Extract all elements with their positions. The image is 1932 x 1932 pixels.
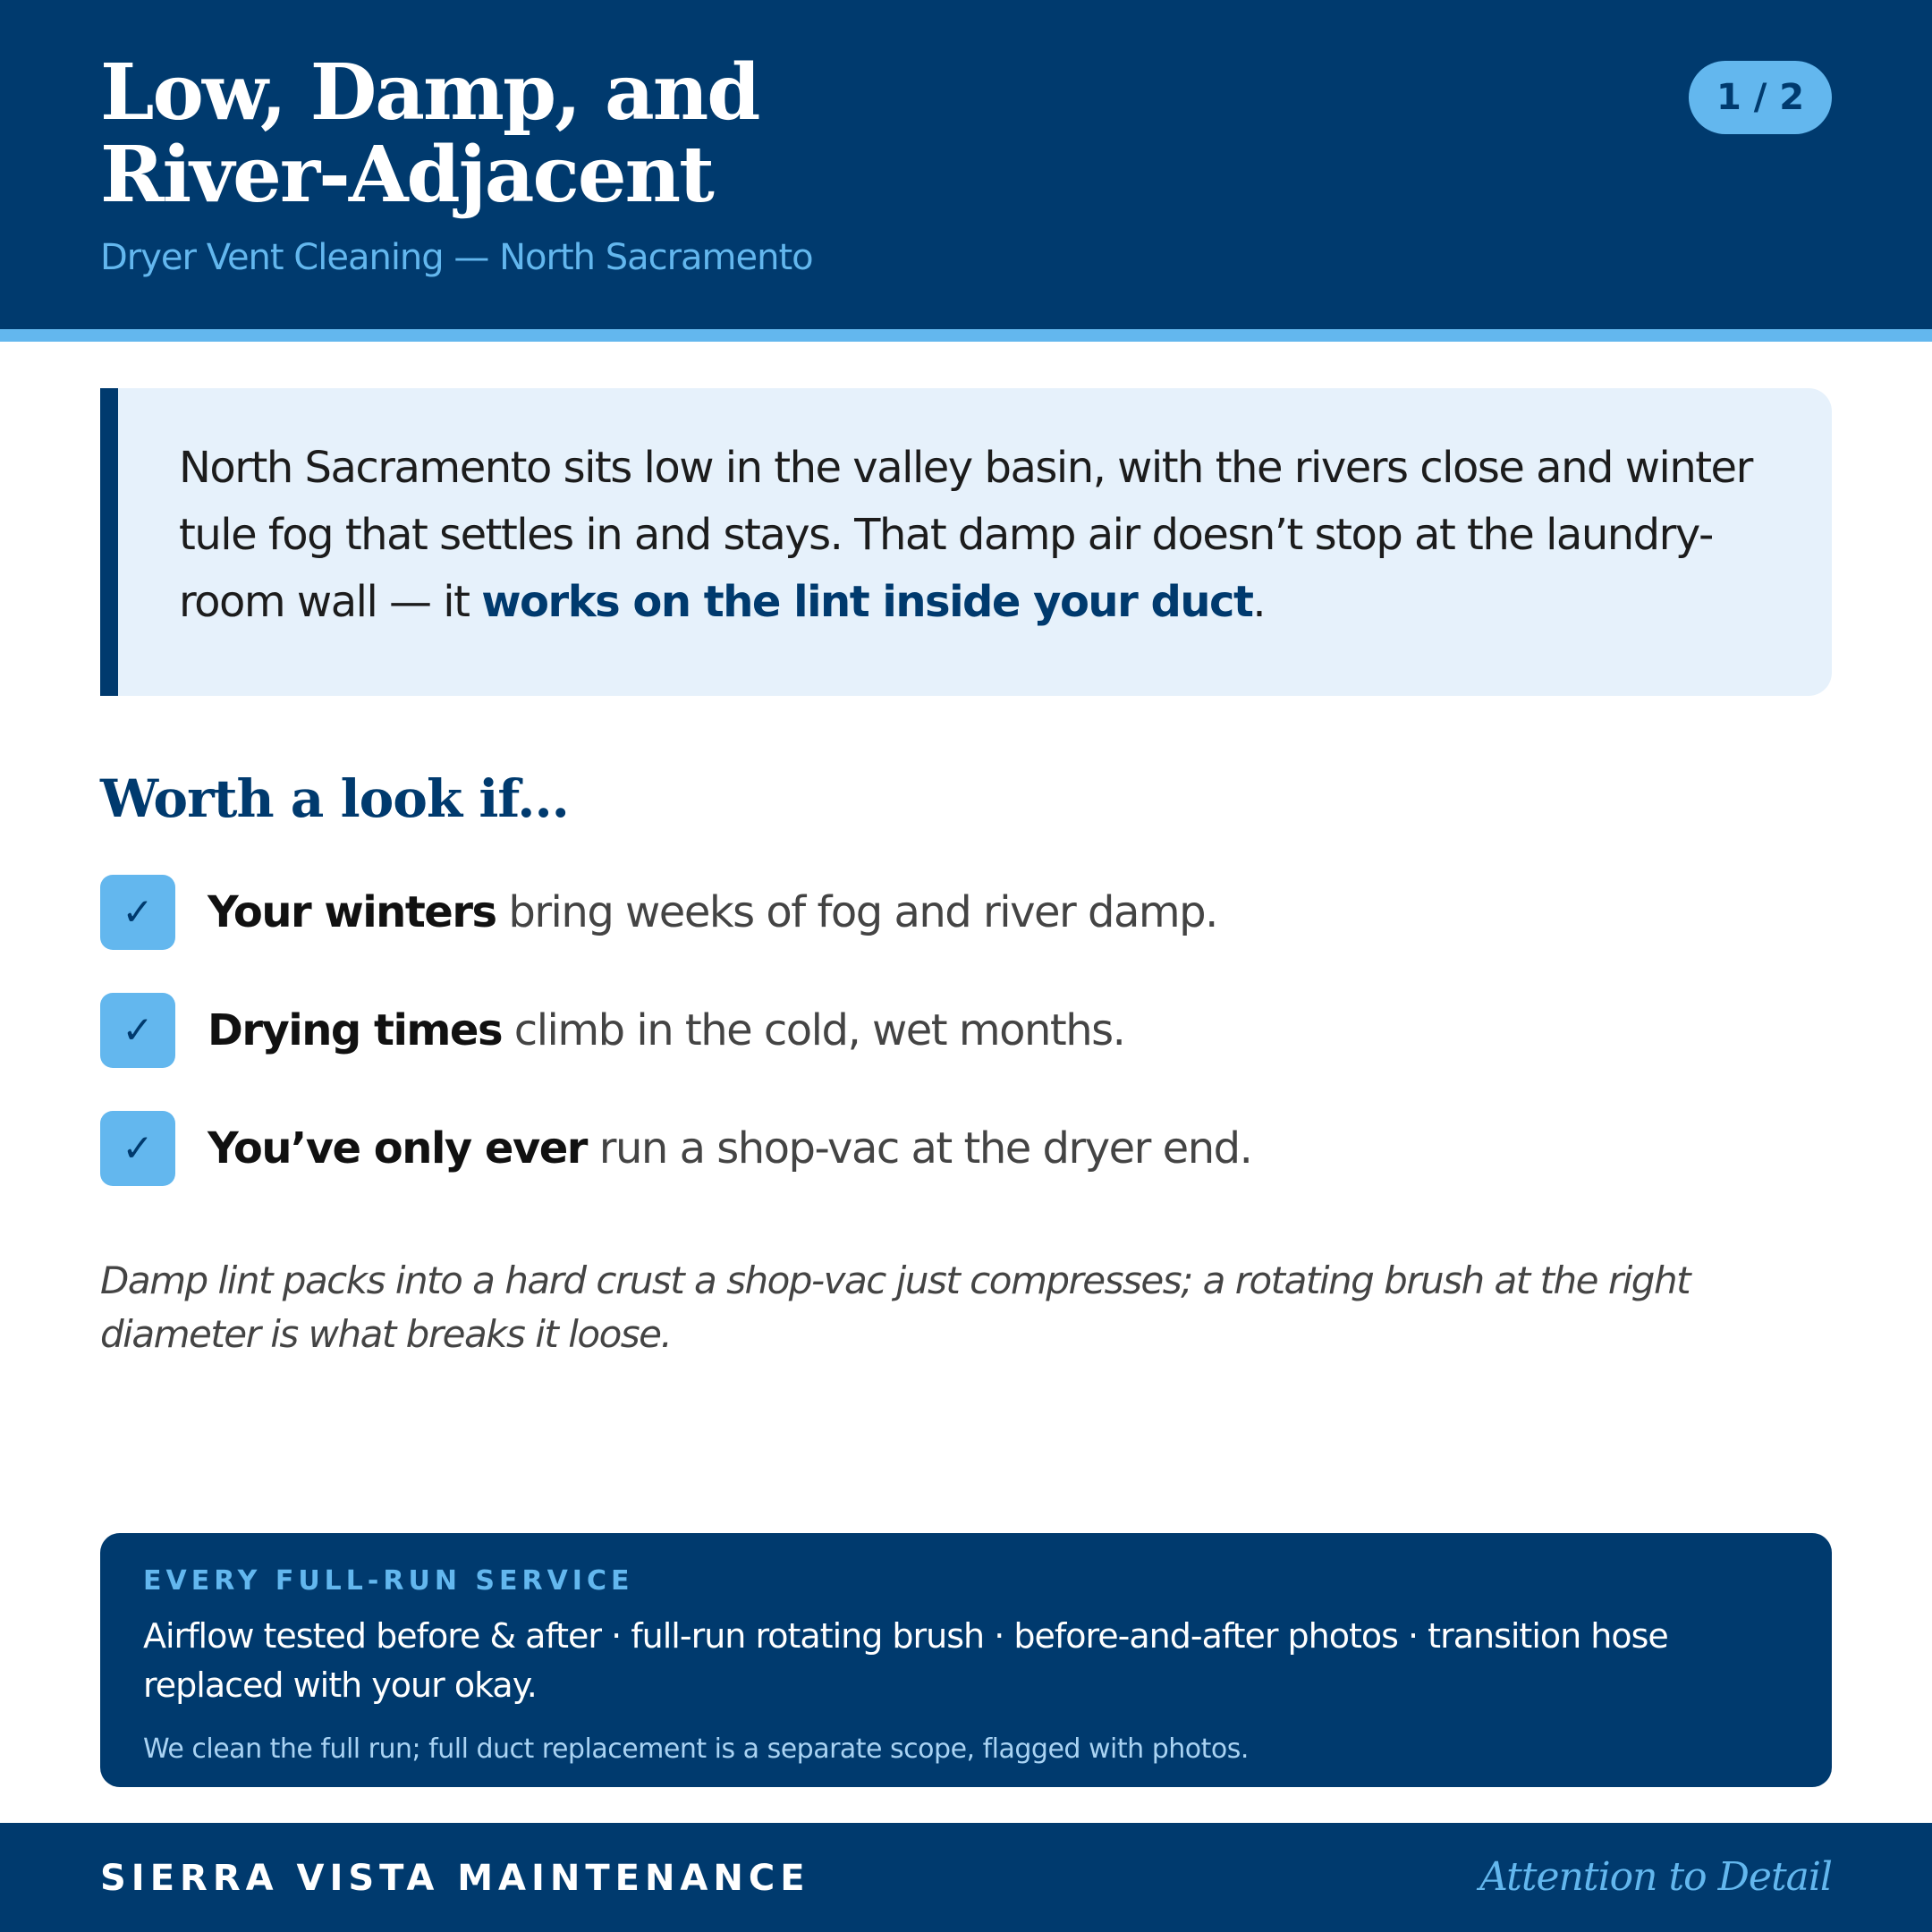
checklist-item-rest: run a shop-vac at the dryer end. xyxy=(586,1123,1252,1174)
checklist-item-text xyxy=(208,993,1124,1068)
header-accent-rule xyxy=(0,329,1932,342)
title-line-2: River-Adjacent xyxy=(100,130,713,220)
checkmark-icon: ✓ xyxy=(100,993,175,1068)
footer-band xyxy=(0,1823,1932,1932)
header-band xyxy=(0,0,1932,329)
brand-tagline: Attention to Detail xyxy=(1479,1854,1832,1900)
checklist-item-text xyxy=(208,875,1217,950)
service-fine-print: We clean the full run; full duct replacement is a separate scope, flagged with photos. xyxy=(143,1733,1249,1765)
italic-note: Damp lint packs into a hard crust a shop-vac just compresses; a rotating brush at the right diameter is what breaks it loose. xyxy=(100,1258,1690,1356)
checklist-item-text xyxy=(208,1111,1251,1186)
page-title xyxy=(100,47,1442,220)
checklist-item-rest: climb in the cold, wet months. xyxy=(502,1005,1125,1055)
intro-callout xyxy=(100,388,1832,696)
checklist-heading: Worth a look if... xyxy=(100,768,569,829)
checklist-item xyxy=(100,1111,1800,1186)
checklist-item-lead: You’ve only ever xyxy=(208,1123,587,1174)
callout-text-plain: North Sacramento sits low in the valley basin, with the rivers close and winter tule fog that settles in and stays. That damp air doesn’t stop at the laundry-room wall — it xyxy=(179,443,1752,627)
checklist-item-lead: Drying times xyxy=(208,1005,503,1055)
callout-text-end: . xyxy=(1252,577,1266,627)
checkmark-icon: ✓ xyxy=(100,875,175,950)
brand-name: SIERRA VISTA MAINTENANCE xyxy=(100,1858,810,1899)
service-box xyxy=(100,1533,1832,1787)
callout-text xyxy=(179,435,1798,636)
callout-text-emphasis: works on the lint inside your duct xyxy=(481,577,1253,627)
checkmark-icon: ✓ xyxy=(100,1111,175,1186)
checklist-item xyxy=(100,875,1800,950)
callout-accent-bar xyxy=(100,388,118,696)
service-eyebrow: EVERY FULL-RUN SERVICE xyxy=(143,1565,634,1597)
checklist-item-lead: Your winters xyxy=(208,887,496,937)
service-description: Airflow tested before & after · full-run rotating brush · before-and-after photos · transition hose replaced with your okay. xyxy=(143,1616,1668,1705)
title-line-1: Low, Damp, and xyxy=(100,47,759,138)
page-subtitle: Dryer Vent Cleaning — North Sacramento xyxy=(100,237,813,278)
page-indicator-badge: 1 / 2 xyxy=(1689,61,1832,134)
checklist-item xyxy=(100,993,1800,1068)
checklist-item-rest: bring weeks of fog and river damp. xyxy=(496,887,1217,937)
